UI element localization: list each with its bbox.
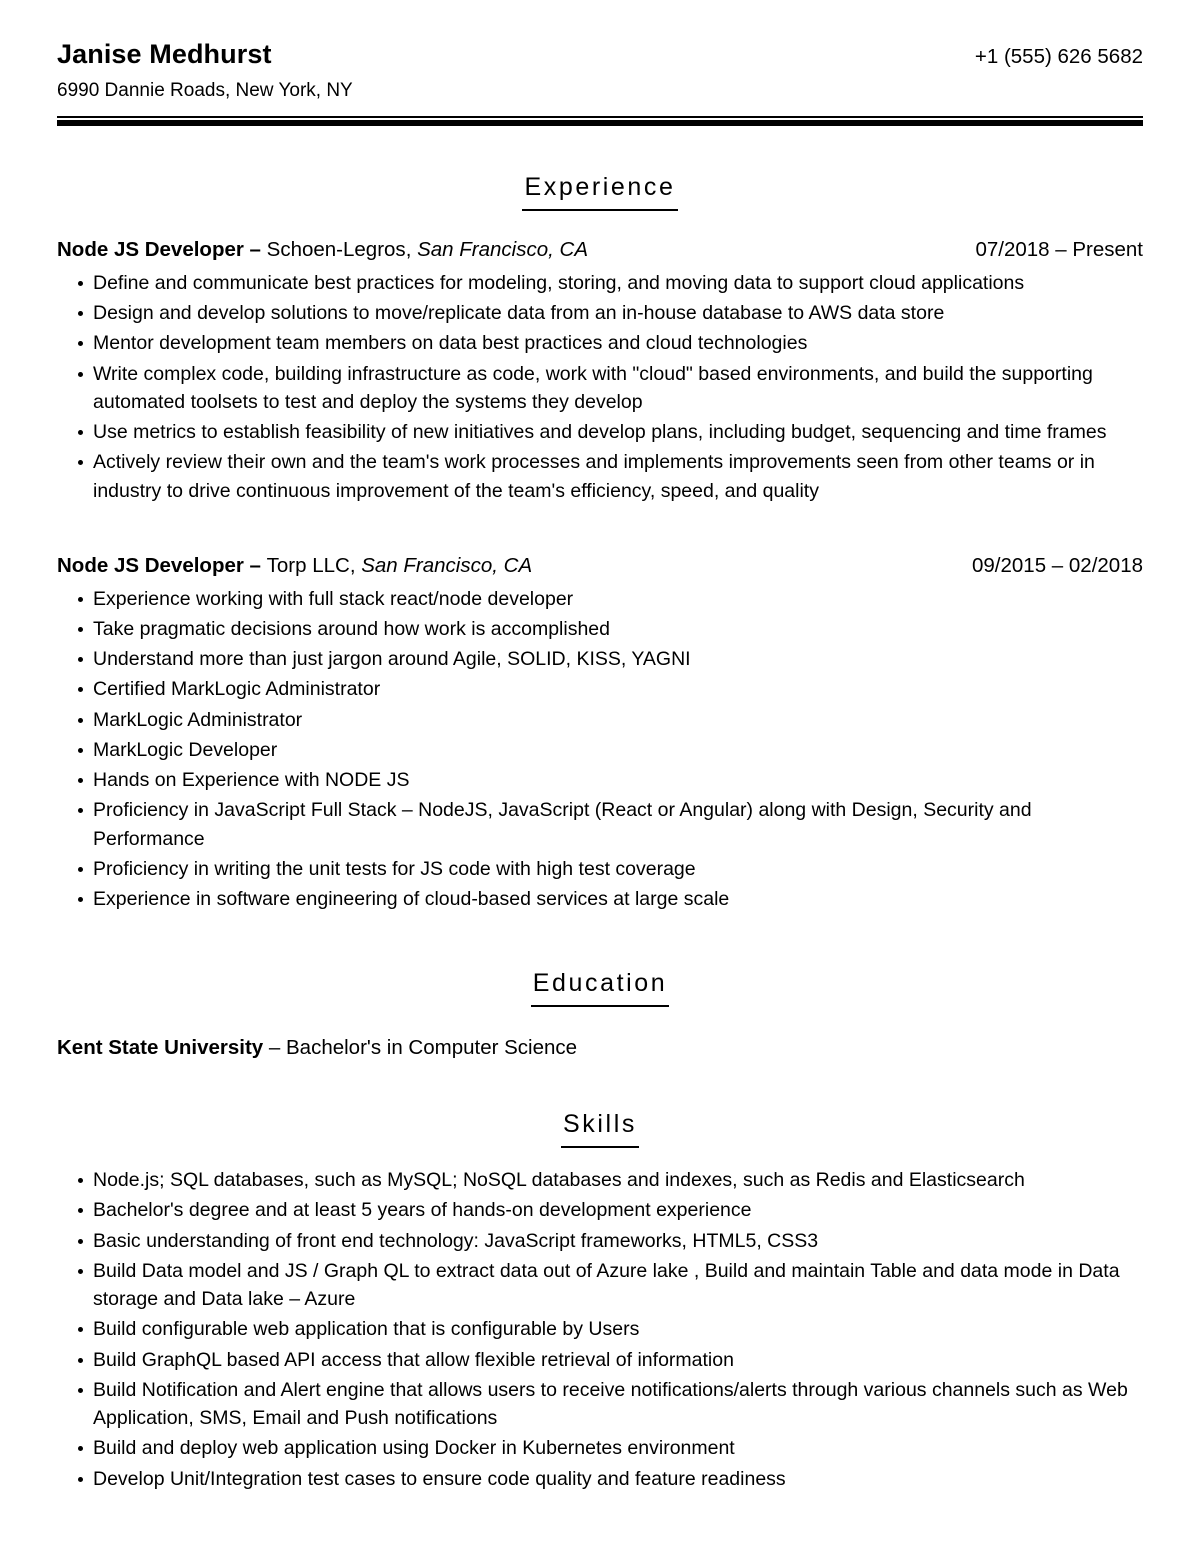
list-item: Understand more than just jargon around Agile, SOLID, KISS, YAGNI	[57, 645, 1143, 673]
experience-dates: 09/2015 – 02/2018	[972, 553, 1143, 577]
section-heading-education-label: Education	[531, 968, 670, 1007]
list-item: MarkLogic Administrator	[57, 706, 1143, 734]
experience-entry-header	[57, 237, 1143, 263]
list-item: Proficiency in writing the unit tests for JS code with high test coverage	[57, 855, 1143, 883]
list-item: Actively review their own and the team's work processes and implements improvements seen from other teams or in industry to drive continuous improvement of the team's efficiency, speed, and quality	[57, 448, 1143, 505]
list-item: MarkLogic Developer	[57, 736, 1143, 764]
experience-entry-header	[57, 553, 1143, 579]
list-item: Experience working with full stack react/node developer	[57, 585, 1143, 613]
list-item: Experience in software engineering of cloud-based services at large scale	[57, 885, 1143, 913]
experience-role: Node JS Developer –	[57, 553, 267, 577]
list-item: Build and deploy web application using Docker in Kubernetes environment	[57, 1434, 1143, 1462]
candidate-name: Janise Medhurst	[57, 39, 272, 69]
divider-thick-line	[57, 120, 1143, 126]
experience-separator: ,	[405, 238, 418, 262]
experience-entry	[57, 237, 1143, 505]
skills-bullet-list	[57, 1166, 1143, 1493]
experience-dates: 07/2018 – Present	[975, 238, 1143, 262]
experience-role: Node JS Developer –	[57, 238, 267, 262]
section-heading-skills	[57, 1109, 1143, 1148]
experience-location: San Francisco, CA	[361, 553, 533, 577]
education-entry	[57, 1035, 1143, 1061]
list-item: Design and develop solutions to move/replicate data from an in-house database to AWS data store	[57, 299, 1143, 327]
candidate-phone: +1 (555) 626 5682	[974, 45, 1143, 68]
experience-separator: ,	[349, 553, 362, 577]
experience-entry-title	[57, 553, 532, 579]
candidate-address: 6990 Dannie Roads, New York, NY	[57, 80, 353, 102]
section-heading-skills-label: Skills	[561, 1109, 639, 1148]
list-item: Use metrics to establish feasibility of new initiatives and develop plans, including budget, sequencing and time frames	[57, 418, 1143, 446]
list-item: Basic understanding of front end technology: JavaScript frameworks, HTML5, CSS3	[57, 1227, 1143, 1255]
list-item: Develop Unit/Integration test cases to ensure code quality and feature readiness	[57, 1465, 1143, 1493]
experience-company: Torp LLC	[266, 553, 350, 577]
experience-location: San Francisco, CA	[417, 238, 588, 262]
header-divider	[57, 116, 1143, 126]
experience-entry-title	[57, 237, 588, 263]
section-heading-experience	[57, 172, 1143, 211]
education-degree: – Bachelor's in Computer Science	[263, 1036, 578, 1060]
list-item: Take pragmatic decisions around how work is accomplished	[57, 615, 1143, 643]
list-item: Define and communicate best practices for modeling, storing, and moving data to support cloud applications	[57, 269, 1143, 297]
list-item: Build GraphQL based API access that allow flexible retrieval of information	[57, 1346, 1143, 1374]
list-item: Build Notification and Alert engine that allows users to receive notifications/alerts through various channels such as Web Application, SMS, Email and Push notifications	[57, 1376, 1143, 1433]
header-top-row	[57, 38, 1143, 70]
list-item: Node.js; SQL databases, such as MySQL; NoSQL databases and indexes, such as Redis and Elasticsearch	[57, 1166, 1143, 1194]
education-school: Kent State University	[57, 1036, 264, 1060]
experience-entry	[57, 553, 1143, 914]
section-heading-experience-label: Experience	[522, 172, 677, 211]
list-item: Build configurable web application that is configurable by Users	[57, 1315, 1143, 1343]
list-item: Write complex code, building infrastructure as code, work with "cloud" based environments, and build the supporting automated toolsets to test and deploy the systems they develop	[57, 360, 1143, 417]
list-item: Certified MarkLogic Administrator	[57, 675, 1143, 703]
experience-bullet-list	[57, 269, 1143, 505]
list-item: Proficiency in JavaScript Full Stack – NodeJS, JavaScript (React or Angular) along with Design, Security and Performance	[57, 796, 1143, 853]
list-item: Hands on Experience with NODE JS	[57, 766, 1143, 794]
list-item: Bachelor's degree and at least 5 years of hands-on development experience	[57, 1196, 1143, 1224]
list-item: Build Data model and JS / Graph QL to extract data out of Azure lake , Build and maintain Table and data mode in Data storage and Data lake – Azure	[57, 1257, 1143, 1314]
experience-company: Schoen-Legros	[266, 238, 406, 262]
experience-bullet-list	[57, 585, 1143, 914]
section-heading-education	[57, 968, 1143, 1007]
list-item: Mentor development team members on data best practices and cloud technologies	[57, 329, 1143, 357]
resume-header	[57, 0, 1143, 126]
